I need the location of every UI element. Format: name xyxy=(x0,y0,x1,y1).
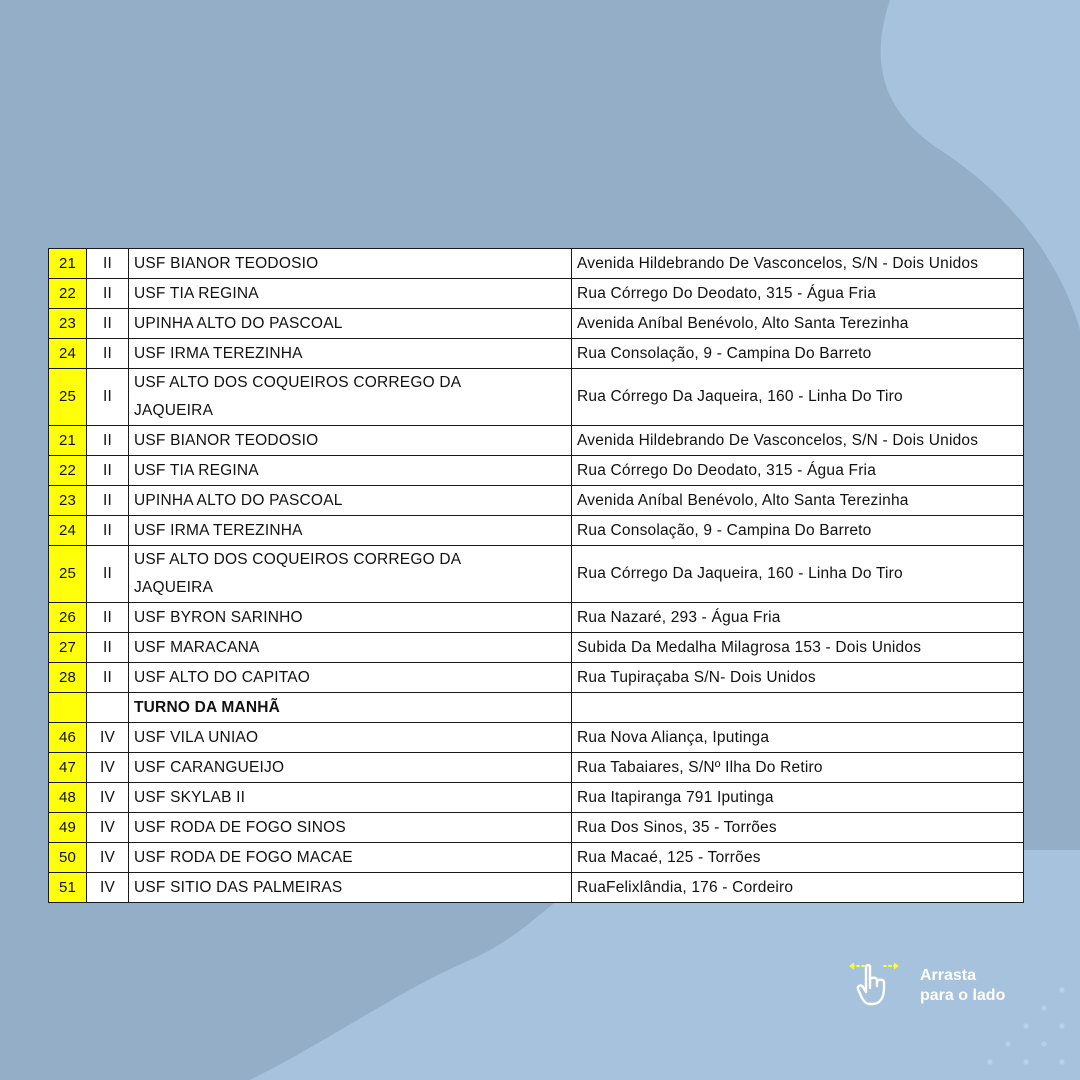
table-row xyxy=(49,633,1024,663)
unit-address: Rua Dos Sinos, 35 - Torrões xyxy=(572,813,1024,843)
unit-address: Avenida Aníbal Benévolo, Alto Santa Terezinha xyxy=(572,486,1024,516)
district-level: II xyxy=(87,339,129,369)
unit-name: USF BIANOR TEODOSIO xyxy=(129,426,572,456)
table-row xyxy=(49,516,1024,546)
row-number xyxy=(49,693,87,723)
table-row xyxy=(49,783,1024,813)
district-level: II xyxy=(87,279,129,309)
unit-address xyxy=(572,693,1024,723)
table-row xyxy=(49,663,1024,693)
unit-address: RuaFelixlândia, 176 - Cordeiro xyxy=(572,873,1024,903)
district-level: IV xyxy=(87,843,129,873)
district-level: IV xyxy=(87,753,129,783)
table-row xyxy=(49,486,1024,516)
table-row xyxy=(49,279,1024,309)
section-row xyxy=(49,693,1024,723)
table-row xyxy=(49,339,1024,369)
district-level: II xyxy=(87,369,129,426)
unit-name: USF RODA DE FOGO MACAE xyxy=(129,843,572,873)
row-number: 22 xyxy=(49,456,87,486)
unit-address: Rua Nazaré, 293 - Água Fria xyxy=(572,603,1024,633)
unit-name: USF TIA REGINA xyxy=(129,279,572,309)
section-title: TURNO DA MANHÃ xyxy=(129,693,572,723)
district-level: II xyxy=(87,603,129,633)
row-number: 21 xyxy=(49,249,87,279)
unit-name: USF IRMA TEREZINHA xyxy=(129,339,572,369)
unit-address: Rua Córrego Da Jaqueira, 160 - Linha Do Tiro xyxy=(572,546,1024,603)
row-number: 21 xyxy=(49,426,87,456)
unit-address: Subida Da Medalha Milagrosa 153 - Dois Unidos xyxy=(572,633,1024,663)
unit-name-line-2: JAQUEIRA xyxy=(134,579,214,596)
unit-name: USF SITIO DAS PALMEIRAS xyxy=(129,873,572,903)
unit-name: USF VILA UNIAO xyxy=(129,723,572,753)
unit-name: USF BIANOR TEODOSIO xyxy=(129,249,572,279)
district-level: II xyxy=(87,633,129,663)
unit-address: Avenida Aníbal Benévolo, Alto Santa Terezinha xyxy=(572,309,1024,339)
row-number: 47 xyxy=(49,753,87,783)
row-number: 25 xyxy=(49,369,87,426)
row-number: 22 xyxy=(49,279,87,309)
unit-name-line-1: USF ALTO DOS COQUEIROS CORREGO DA xyxy=(134,374,462,391)
table-row xyxy=(49,426,1024,456)
unit-address: Rua Córrego Da Jaqueira, 160 - Linha Do Tiro xyxy=(572,369,1024,426)
unit-address: Rua Córrego Do Deodato, 315 - Água Fria xyxy=(572,279,1024,309)
table-row xyxy=(49,723,1024,753)
table-row xyxy=(49,309,1024,339)
table-row xyxy=(49,843,1024,873)
row-number: 46 xyxy=(49,723,87,753)
table-row xyxy=(49,369,1024,426)
row-number: 49 xyxy=(49,813,87,843)
district-level: II xyxy=(87,309,129,339)
unit-name xyxy=(129,546,572,603)
district-level: II xyxy=(87,486,129,516)
unit-address: Rua Consolação, 9 - Campina Do Barreto xyxy=(572,339,1024,369)
unit-name: USF ALTO DO CAPITAO xyxy=(129,663,572,693)
unit-address: Rua Nova Aliança, Iputinga xyxy=(572,723,1024,753)
swipe-hint-text xyxy=(920,966,1005,1006)
swipe-hand-icon xyxy=(846,956,902,1012)
unit-address: Rua Itapiranga 791 Iputinga xyxy=(572,783,1024,813)
row-number: 51 xyxy=(49,873,87,903)
district-level: II xyxy=(87,456,129,486)
swipe-hint xyxy=(846,956,1036,1016)
unit-name: USF TIA REGINA xyxy=(129,456,572,486)
unit-address: Avenida Hildebrando De Vasconcelos, S/N - Dois Unidos xyxy=(572,426,1024,456)
unit-name-line-2: JAQUEIRA xyxy=(134,402,214,419)
unit-name: USF CARANGUEIJO xyxy=(129,753,572,783)
unit-name: UPINHA ALTO DO PASCOAL xyxy=(129,309,572,339)
row-number: 23 xyxy=(49,486,87,516)
unit-name: USF RODA DE FOGO SINOS xyxy=(129,813,572,843)
unit-name: USF BYRON SARINHO xyxy=(129,603,572,633)
district-level: II xyxy=(87,663,129,693)
unit-name: USF SKYLAB II xyxy=(129,783,572,813)
district-level xyxy=(87,693,129,723)
unit-address: Rua Consolação, 9 - Campina Do Barreto xyxy=(572,516,1024,546)
swipe-hint-line-1: Arrasta xyxy=(920,967,977,984)
unit-name: UPINHA ALTO DO PASCOAL xyxy=(129,486,572,516)
unit-address: Rua Tabaiares, S/Nº Ilha Do Retiro xyxy=(572,753,1024,783)
row-number: 26 xyxy=(49,603,87,633)
health-units-table xyxy=(48,248,1024,903)
district-level: II xyxy=(87,426,129,456)
unit-address: Avenida Hildebrando De Vasconcelos, S/N - Dois Unidos xyxy=(572,249,1024,279)
row-number: 23 xyxy=(49,309,87,339)
row-number: 25 xyxy=(49,546,87,603)
row-number: 28 xyxy=(49,663,87,693)
table-row xyxy=(49,603,1024,633)
unit-address: Rua Tupiraçaba S/N- Dois Unidos xyxy=(572,663,1024,693)
unit-name xyxy=(129,369,572,426)
district-level: II xyxy=(87,249,129,279)
unit-address: Rua Macaé, 125 - Torrões xyxy=(572,843,1024,873)
unit-name: USF MARACANA xyxy=(129,633,572,663)
table-row xyxy=(49,753,1024,783)
swipe-hint-line-2: para o lado xyxy=(920,987,1006,1004)
unit-name-line-1: USF ALTO DOS COQUEIROS CORREGO DA xyxy=(134,551,462,568)
district-level: II xyxy=(87,546,129,603)
district-level: II xyxy=(87,516,129,546)
table-row xyxy=(49,873,1024,903)
row-number: 24 xyxy=(49,339,87,369)
row-number: 24 xyxy=(49,516,87,546)
district-level: IV xyxy=(87,723,129,753)
district-level: IV xyxy=(87,783,129,813)
table-row xyxy=(49,456,1024,486)
row-number: 27 xyxy=(49,633,87,663)
table-row xyxy=(49,813,1024,843)
unit-address: Rua Córrego Do Deodato, 315 - Água Fria xyxy=(572,456,1024,486)
unit-name: USF IRMA TEREZINHA xyxy=(129,516,572,546)
table-row xyxy=(49,249,1024,279)
row-number: 50 xyxy=(49,843,87,873)
district-level: IV xyxy=(87,813,129,843)
district-level: IV xyxy=(87,873,129,903)
table-row xyxy=(49,546,1024,603)
row-number: 48 xyxy=(49,783,87,813)
